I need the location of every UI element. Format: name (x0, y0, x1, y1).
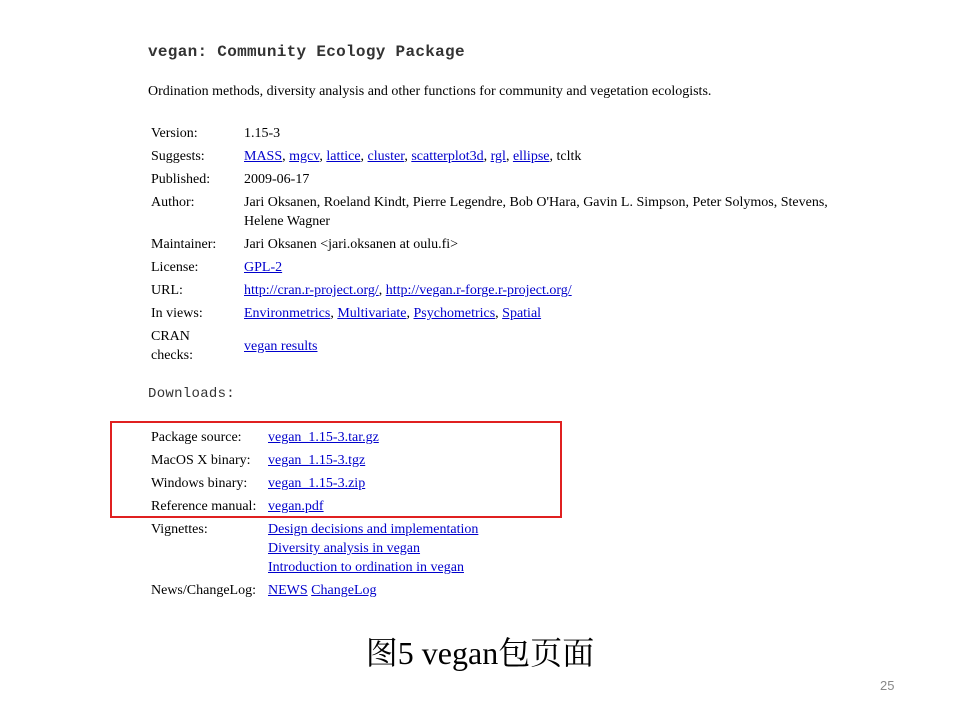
maintainer-value: Jari Oksanen <jari.oksanen at oulu.fi> (244, 237, 459, 252)
in-views-row (151, 304, 851, 323)
published-value: 2009-06-17 (244, 172, 310, 187)
license-row (151, 258, 851, 277)
author-row (151, 193, 851, 231)
maintainer-row (151, 235, 851, 254)
url-link-cran[interactable]: http://cran.r-project.org/ (244, 283, 379, 298)
license-value (244, 258, 851, 277)
news-changelog-row (151, 581, 651, 600)
reference-manual-link[interactable]: vegan.pdf (268, 499, 324, 514)
cran-checks-row (151, 327, 851, 365)
vignette-link-ordination[interactable]: Introduction to ordination in vegan (268, 560, 464, 575)
suggests-tcltk: tcltk (556, 149, 582, 164)
changelog-link[interactable]: ChangeLog (311, 583, 377, 598)
figure-caption: 图5 vegan包页面 (365, 635, 595, 671)
macos-binary-value (268, 451, 651, 470)
package-info-table (151, 124, 851, 369)
page-number: 25 (880, 678, 895, 693)
vignettes-value (268, 520, 651, 577)
package-source-value (268, 428, 651, 447)
cran-checks-label (151, 327, 244, 365)
package-source-row (151, 428, 651, 447)
suggests-link-rgl[interactable]: rgl (490, 149, 506, 164)
macos-binary-row (151, 451, 651, 470)
macos-binary-link[interactable]: vegan_1.15-3.tgz (268, 453, 366, 468)
in-views-value: Environmetrics, Multivariate, Psychometrics, Spatial (244, 306, 542, 321)
package-source-label: Package source: (151, 430, 242, 445)
windows-binary-row (151, 474, 651, 493)
suggests-link-lattice[interactable]: lattice (326, 149, 361, 164)
package-description: Ordination methods, diversity analysis and other functions for community and vegetation ecologists. (148, 84, 712, 99)
page-title: vegan: Community Ecology Package (148, 43, 465, 61)
package-source-link[interactable]: vegan_1.15-3.tar.gz (268, 430, 379, 445)
cran-checks-value (244, 337, 851, 356)
cran-checks-label-line1: CRAN (151, 329, 190, 344)
suggests-link-ellipse[interactable]: ellipse (512, 149, 550, 164)
downloads-heading: Downloads: (148, 386, 236, 402)
author-label: Author: (151, 195, 195, 210)
maintainer-label: Maintainer: (151, 237, 217, 252)
version-row (151, 124, 851, 143)
view-link-multivariate[interactable]: Multivariate (337, 306, 407, 321)
url-label: URL: (151, 283, 183, 298)
vignettes-label: Vignettes: (151, 522, 208, 537)
license-label: License: (151, 260, 199, 275)
suggests-link-mgcv[interactable]: mgcv (289, 149, 320, 164)
reference-manual-label: Reference manual: (151, 499, 257, 514)
view-link-environmetrics[interactable]: Environmetrics (244, 306, 331, 321)
url-row (151, 281, 851, 300)
suggests-link-mass[interactable]: MASS (244, 149, 283, 164)
news-link[interactable]: NEWS (268, 583, 308, 598)
reference-manual-value (268, 497, 651, 516)
author-value: Jari Oksanen, Roeland Kindt, Pierre Legendre, Bob O'Hara, Gavin L. Simpson, Peter Solymos, Stevens, Helene Wagner (244, 195, 828, 229)
version-label: Version: (151, 126, 198, 141)
view-link-spatial[interactable]: Spatial (502, 306, 542, 321)
in-views-label: In views: (151, 306, 203, 321)
windows-binary-link[interactable]: vegan_1.15-3.zip (268, 476, 366, 491)
version-value: 1.15-3 (244, 126, 281, 141)
macos-binary-label: MacOS X binary: (151, 453, 251, 468)
published-label: Published: (151, 172, 211, 187)
news-changelog-label: News/ChangeLog: (151, 583, 256, 598)
suggests-value: MASS, mgcv, lattice, cluster, scatterplot3d, rgl, ellipse, tcltk (244, 149, 582, 164)
cran-checks-link[interactable]: vegan results (244, 338, 318, 354)
news-changelog-value (268, 581, 651, 600)
license-link[interactable]: GPL-2 (244, 260, 283, 275)
view-link-psychometrics[interactable]: Psychometrics (413, 306, 496, 321)
downloads-table (151, 428, 651, 604)
suggests-link-cluster[interactable]: cluster (367, 149, 405, 164)
vignette-link-diversity[interactable]: Diversity analysis in vegan (268, 541, 421, 556)
windows-binary-label: Windows binary: (151, 476, 248, 491)
reference-manual-row (151, 497, 651, 516)
url-link-rforge[interactable]: http://vegan.r-forge.r-project.org/ (385, 283, 572, 298)
suggests-label: Suggests: (151, 149, 205, 164)
windows-binary-value (268, 474, 651, 493)
vignette-link-design[interactable]: Design decisions and implementation (268, 522, 479, 537)
vignettes-row (151, 520, 651, 577)
suggests-link-scatterplot3d[interactable]: scatterplot3d (411, 149, 484, 164)
suggests-row (151, 147, 851, 166)
url-value: http://cran.r-project.org/, http://vegan.r-forge.r-project.org/ (244, 283, 572, 298)
cran-checks-label-line2: checks: (151, 348, 193, 363)
published-row (151, 170, 851, 189)
